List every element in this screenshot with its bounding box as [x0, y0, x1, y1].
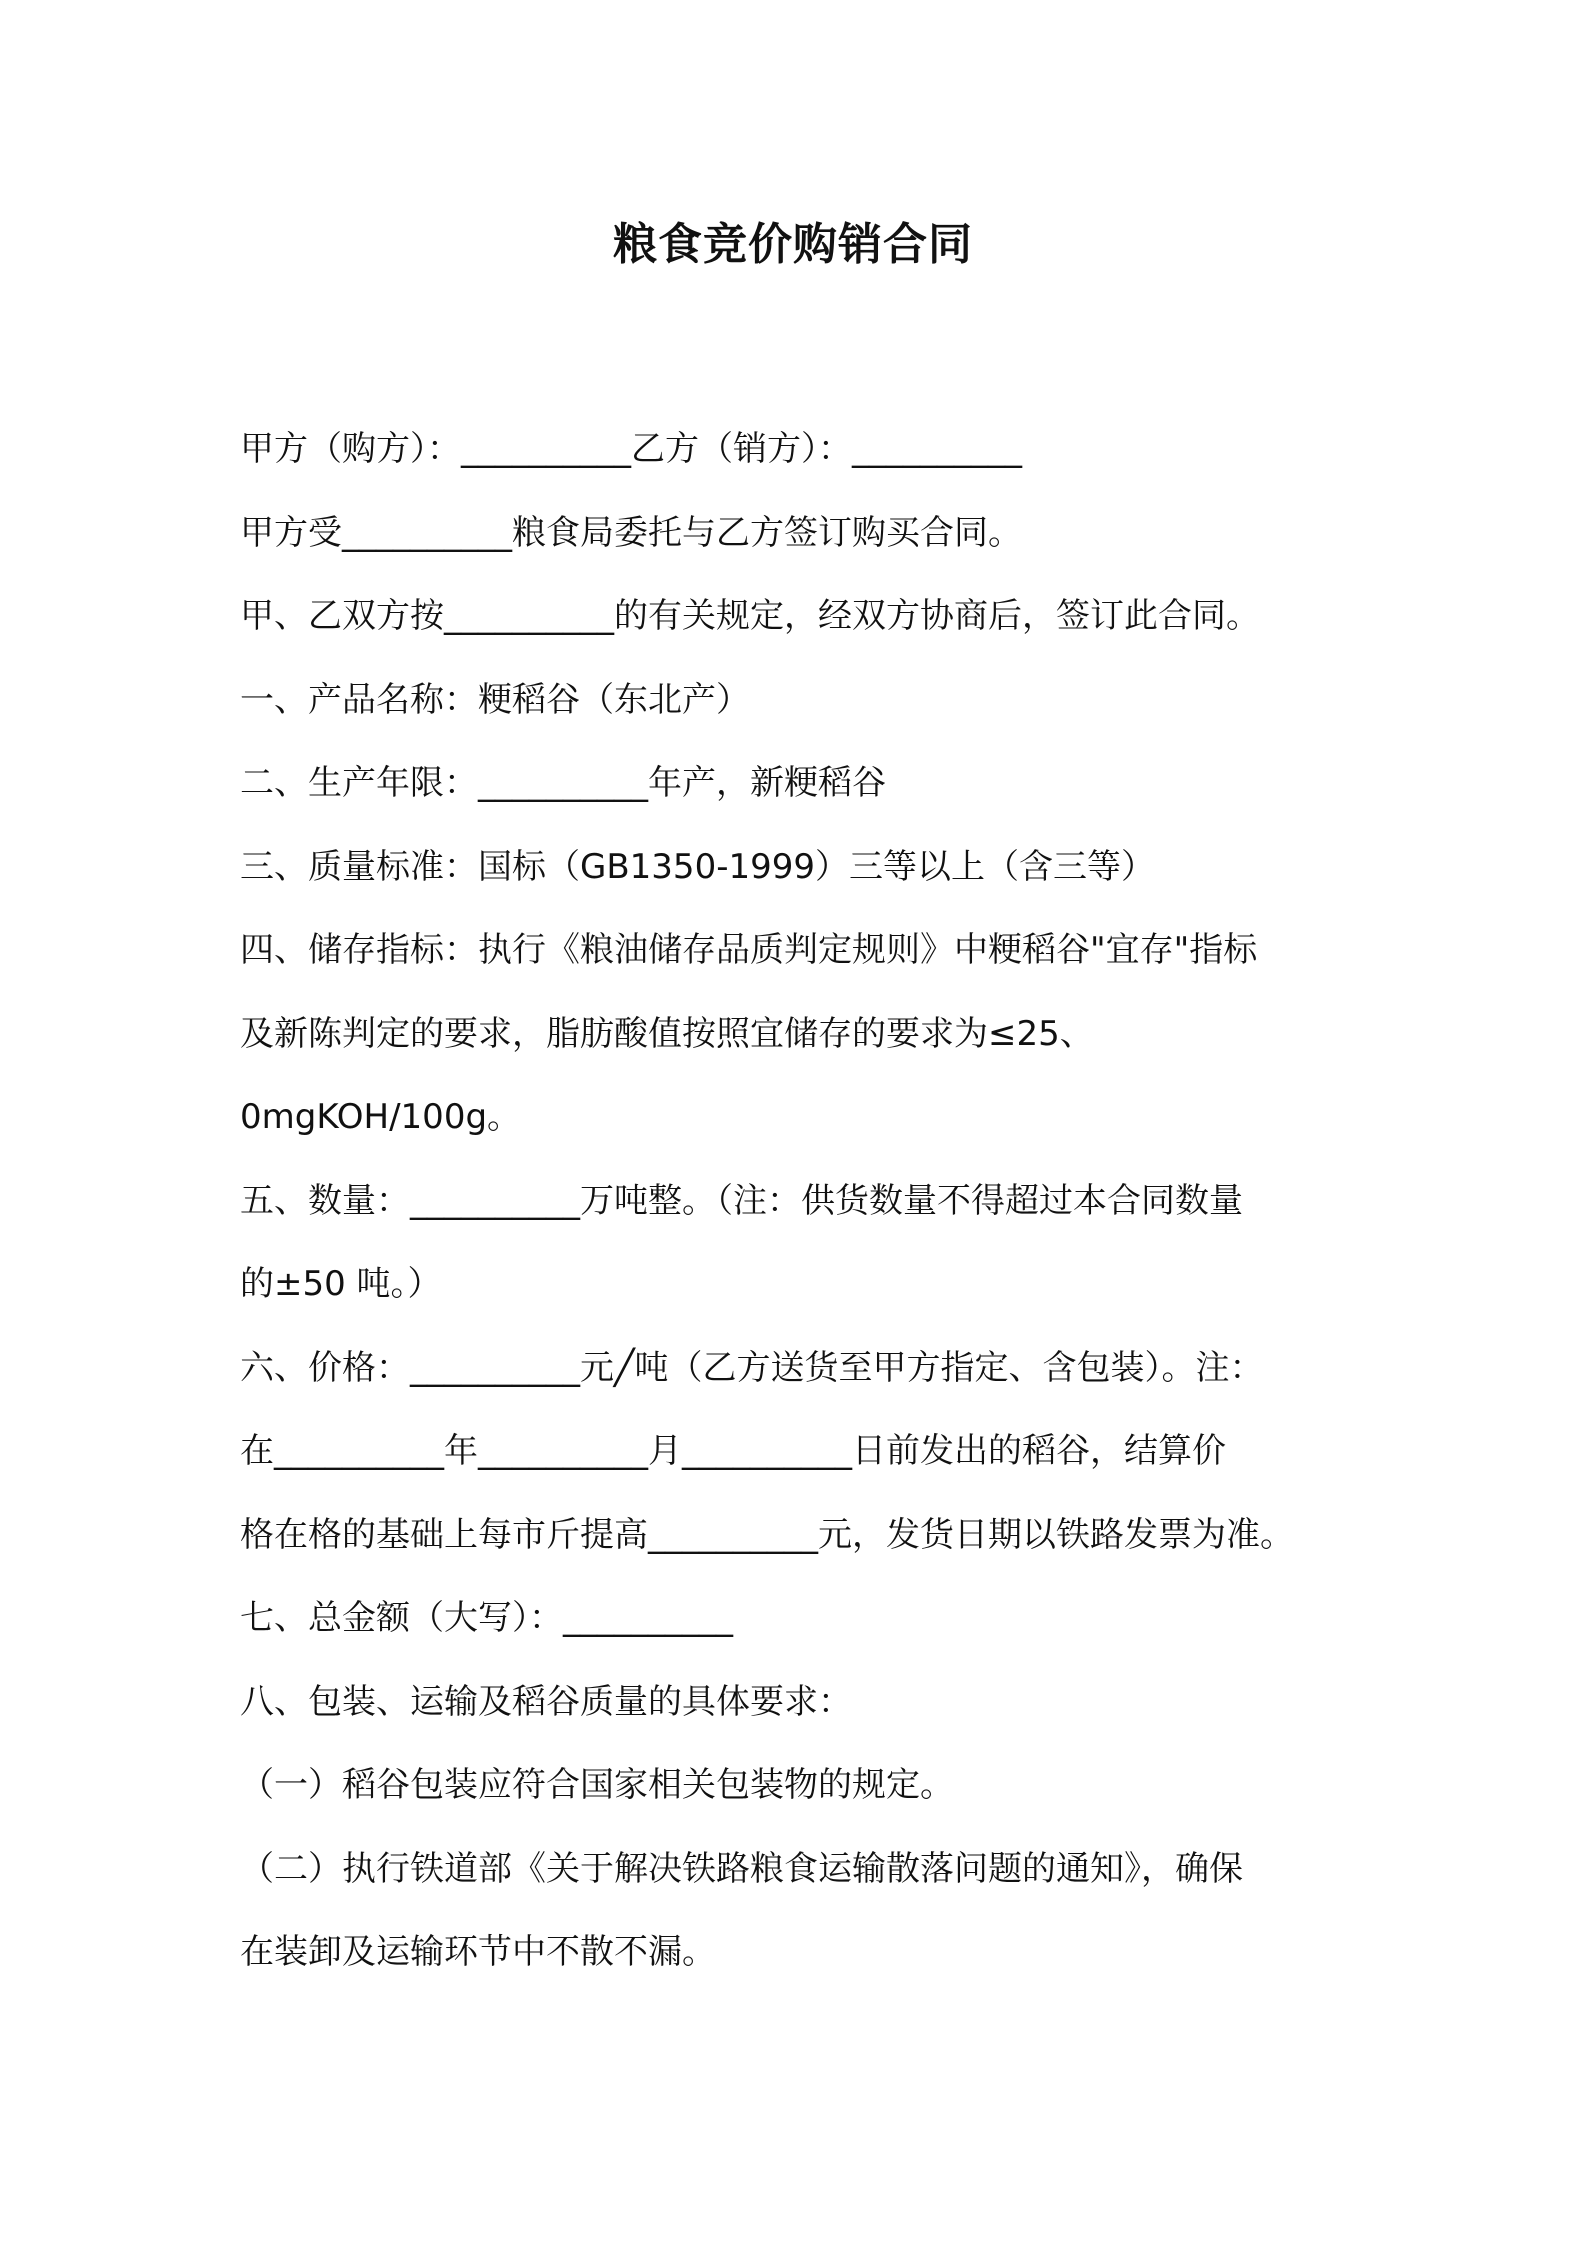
storage-index-line-1: 四、储存指标：执行《粮油储存品质判定规则》中粳稻谷"宜存"指标	[240, 930, 1258, 970]
party-line: 甲方（购方）：__________乙方（销方）：__________	[240, 429, 1022, 469]
price-line-1: 六、价格：__________元╱吨（乙方送货至甲方指定、含包装）。注：	[240, 1347, 1264, 1388]
product-name-line: 一、产品名称：粳稻谷（东北产）	[240, 679, 750, 720]
transport-clause-1: （二）执行铁道部《关于解决铁路粮食运输散落问题的通知》，确保	[240, 1848, 1243, 1889]
quantity-line-2: 的±50 吨。）	[240, 1264, 442, 1304]
production-year-line: 二、生产年限：__________年产，新粳稻谷	[240, 763, 886, 803]
agreement-line: 甲、乙双方按__________的有关规定，经双方协商后，签订此合同。	[240, 596, 1260, 636]
storage-index-line-2: 及新陈判定的要求，脂肪酸值按照宜储存的要求为≤25、	[240, 1013, 1094, 1054]
document-body	[240, 408, 1380, 1995]
price-line-2: 在__________年__________月__________日前发出的稻谷，结算价	[240, 1431, 1226, 1471]
quality-standard-line: 三、质量标准：国标（GB1350-1999）三等以上（含三等）	[240, 846, 1155, 887]
packaging-clause: （一）稻谷包装应符合国家相关包装物的规定。	[240, 1765, 954, 1805]
transport-clause-2: 在装卸及运输环节中不散不漏。	[240, 1932, 716, 1972]
storage-index-line-3: 0mgKOH/100g。	[240, 1097, 522, 1137]
document-title: 粮食竞价购销合同	[613, 219, 973, 270]
total-amount-line: 七、总金额（大写）：__________	[240, 1598, 733, 1638]
requirements-heading: 八、包装、运输及稻谷质量的具体要求：	[240, 1681, 852, 1722]
commission-line: 甲方受__________粮食局委托与乙方签订购买合同。	[240, 512, 1022, 553]
price-line-3: 格在格的基础上每市斤提高__________元，发货日期以铁路发票为准。	[240, 1514, 1294, 1555]
quantity-line-1: 五、数量：__________万吨整。（注：供货数量不得超过本合同数量	[240, 1180, 1243, 1221]
